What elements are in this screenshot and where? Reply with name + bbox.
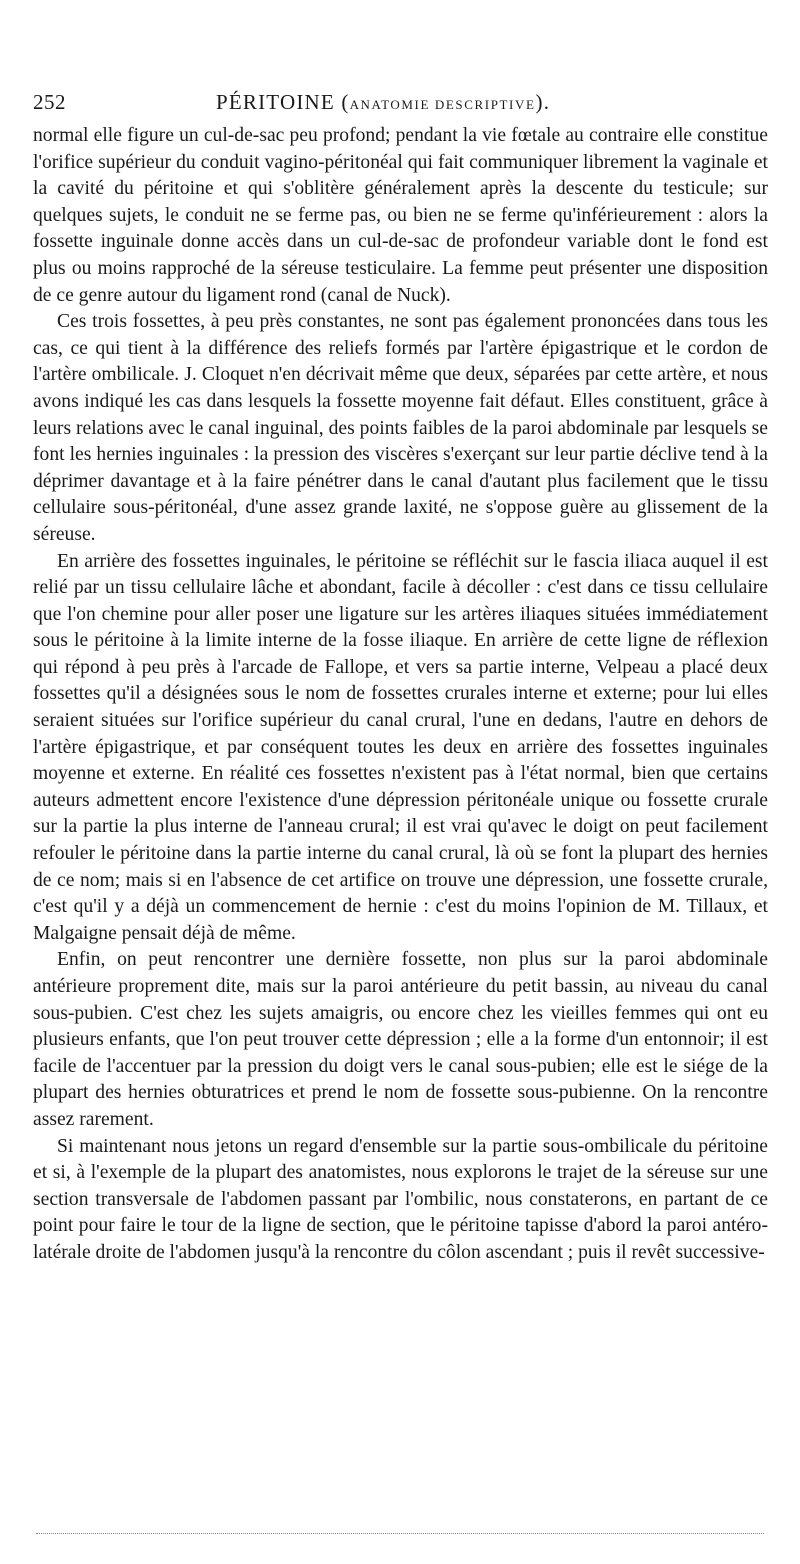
body-text xyxy=(33,123,768,1267)
running-title-end: ). xyxy=(535,90,551,114)
running-header xyxy=(33,86,768,118)
paragraph-3: En arrière des fossettes inguinales, le péritoine se réfléchit sur le fascia iliaca auquel il est relié par un tissu cellulaire lâche et abondant, facile à décoller : c'est dans ce tissu cellulaire que l'on chemine pour aller poser une ligature sur les artères iliaques situées immédiatement sous le péritoine à la limite interne de la fosse iliaque. En arrière de cette ligne de réflexion qui répond à peu près à l'arcade de Fallope, et vers sa partie interne, Velpeau a placé deux fossettes qu'il a désignées sous le nom de fossettes crurales interne et externe; pour lui elles seraient situées sur l'orifice supérieur du canal crural, l'une en dedans, l'autre en dehors de l'artère épigastrique, et par conséquent toutes les deux en arrière des fossettes inguinales moyenne et externe. En réalité ces fossettes n'existent pas à l'état normal, bien que certains auteurs admettent encore l'existence d'une dépression péritonéale unique ou fossette crurale sur la partie la plus interne de l'anneau crural; il est vrai qu'avec le doigt on peut facilement refouler le péritoine dans la partie interne du canal crural, là où se font la plupart des hernies de ce nom; mais si en l'absence de cet artifice on trouve une dépression, une fossette crurale, c'est qu'il y a déjà un commencement de hernie : c'est du moins l'opinion de M. Tillaux, et Malgaigne pensait déjà de même. xyxy=(33,550,768,944)
running-title-subtitle: ANATOMIE DESCRIPTIVE xyxy=(349,97,536,112)
running-title-main: PÉRITOINE ( xyxy=(216,90,350,114)
page-number: 252 xyxy=(33,90,66,114)
footer-dotted-rule xyxy=(36,1533,764,1534)
running-title xyxy=(216,86,550,121)
paragraph-4: Enfin, on peut rencontrer une dernière fossette, non plus sur la paroi abdominale antérieure proprement dite, mais sur la paroi antérieure du petit bassin, au niveau du canal sous-pubien. C'est chez les sujets amaigris, ou encore chez les vieilles femmes qui ont eu plusieurs enfants, que l'on peut trouver cette dépression ; elle a la forme d'un entonnoir; il est facile de l'accentuer par la pression du doigt vers le canal sous-pubien; elle est le siége de la plupart des hernies obturatrices et prend le nom de fossette sous-pubienne. On la rencontre assez rarement. xyxy=(33,949,768,1130)
paragraph-2: Ces trois fossettes, à peu près constantes, ne sont pas également prononcées dans tous les cas, ce qui tient à la différence des reliefs formés par l'artère épigastrique et le cordon de l'artère ombilicale. J. Cloquet n'en décrivait même que deux, séparées par cette artère, et nous avons indiqué les cas dans lesquels la fossette moyenne fait défaut. Elles constituent, grâce à leurs relations avec le canal inguinal, des points faibles de la paroi abdominale par lesquels se font les hernies inguinales : la pression des viscères s'exerçant sur leur partie déclive tend à la déprimer davantage et à la faire pénétrer dans le canal d'autant plus facilement que le tissu cellulaire sous-péritonéal, d'une assez grande laxité, ne s'oppose guère au glissement de la séreuse. xyxy=(33,311,768,545)
paragraph-1: normal elle figure un cul-de-sac peu profond; pendant la vie fœtale au contraire elle constitue l'orifice supérieur du conduit vagino-péritonéal qui fait communiquer librement la vaginale et la cavité du péritoine et qui s'oblitère généralement après la descente du testicule; sur quelques sujets, le conduit ne se ferme pas, ou bien ne se ferme qu'inférieurement : alors la fossette inguinale donne accès dans un cul-de-sac de profondeur variable dont le fond est plus ou moins rapproché de la séreuse testiculaire. La femme peut présenter une disposition de ce genre autour du ligament rond (canal de Nuck). xyxy=(33,125,768,306)
paragraph-5: Si maintenant nous jetons un regard d'ensemble sur la partie sous-ombilicale du péritoine et si, à l'exemple de la plupart des anatomistes, nous explorons le trajet de la séreuse sur une section transversale de l'abdomen passant par l'ombilic, nous constaterons, en partant de ce point pour faire le tour de la ligne de section, que le péritoine tapisse d'abord la paroi antéro-latérale droite de l'abdomen jusqu'à la rencontre du côlon ascendant ; puis il revêt successive- xyxy=(33,1135,768,1263)
